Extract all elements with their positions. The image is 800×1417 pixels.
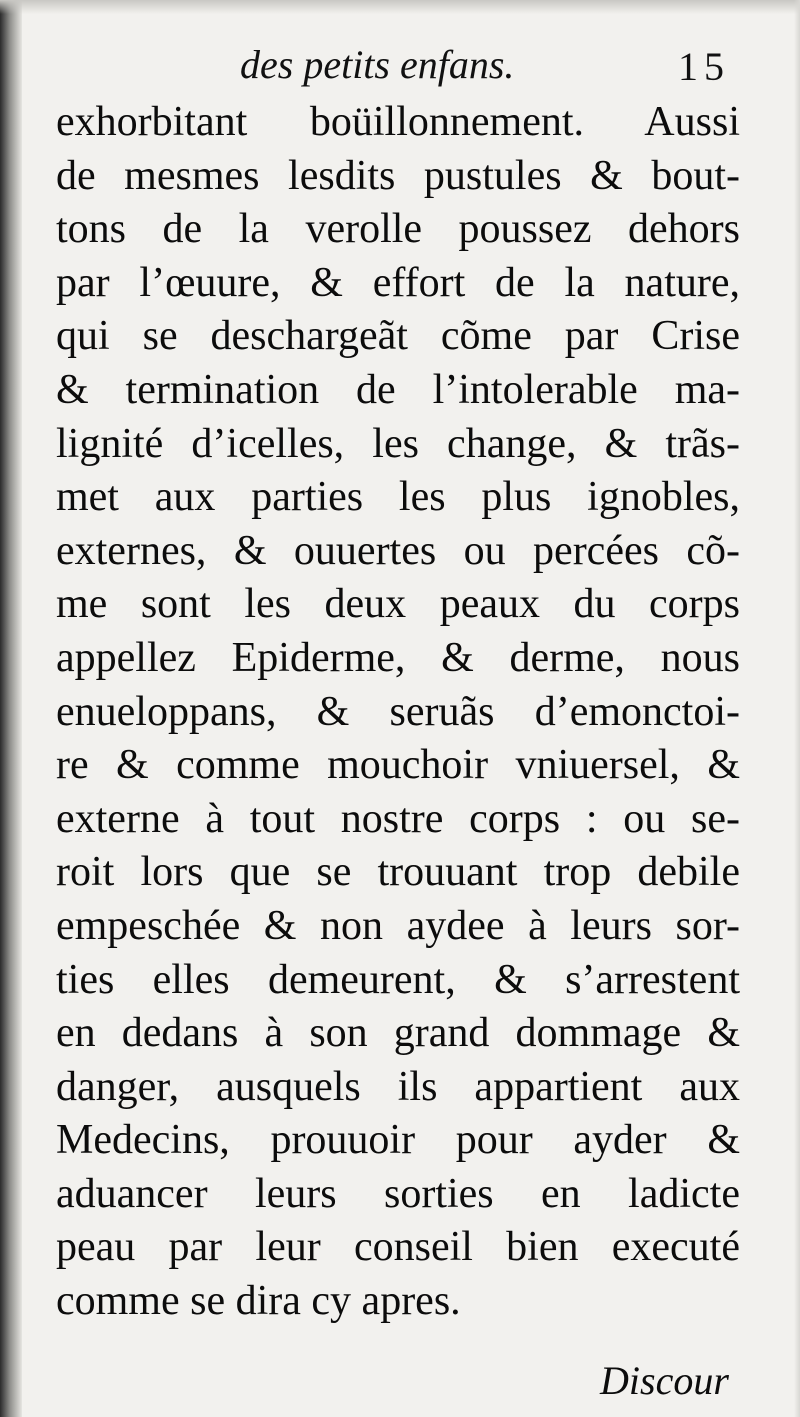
text-line: en dedans à son grand dommage &	[56, 1010, 740, 1057]
catchword: Discour	[600, 1358, 729, 1403]
text-line: externes, & ouuertes ou percées cõ-	[56, 527, 740, 574]
text-line-last: comme se dira cy apres.	[56, 1278, 461, 1325]
text-line: enueloppans, & seruãs d’emonctoi-	[56, 688, 740, 735]
text-line: tons de la verolle poussez dehors	[56, 206, 740, 253]
text-line: exhorbitant boüillonnement. Aussi	[56, 99, 740, 145]
top-edge-shadow	[0, 0, 800, 14]
body-text	[56, 96, 740, 1329]
text-line: appellez Epiderme, & derme, nous	[56, 634, 740, 681]
text-line: externe à tout nostre corps : ou se-	[56, 795, 740, 842]
page-number: 15	[678, 44, 730, 89]
text-line: Medecins, prouuoir pour ayder &	[56, 1117, 740, 1164]
page-edge	[794, 0, 800, 1417]
text-line: empeschée & non aydee à leurs sor-	[56, 902, 740, 949]
text-line: danger, ausquels ils appartient aux	[56, 1063, 740, 1110]
text-line: me sont les deux peaux du corps	[56, 581, 740, 628]
text-line: ties elles demeurent, & s’arrestent	[56, 956, 740, 1003]
page-header	[0, 40, 800, 90]
text-line: roit lors que se trouuant trop debile	[56, 849, 740, 896]
text-line: de mesmes lesdits pustules & bout-	[56, 152, 740, 199]
text-line: peau par leur conseil bien executé	[56, 1224, 740, 1271]
text-line: & termination de l’intolerable ma-	[56, 366, 740, 413]
text-line: met aux parties les plus ignobles,	[56, 474, 740, 521]
text-line: aduancer leurs sorties en ladicte	[56, 1170, 740, 1217]
text-line: lignité d’icelles, les change, & trãs-	[56, 420, 740, 467]
text-line: par l’œuure, & effort de la nature,	[56, 259, 740, 306]
text-line: qui se deschargeãt cõme par Crise	[56, 313, 740, 360]
text-line: re & comme mouchoir vniuersel, &	[56, 742, 740, 789]
binding-shadow	[0, 0, 22, 1417]
running-title: des petits enfans.	[240, 42, 515, 87]
